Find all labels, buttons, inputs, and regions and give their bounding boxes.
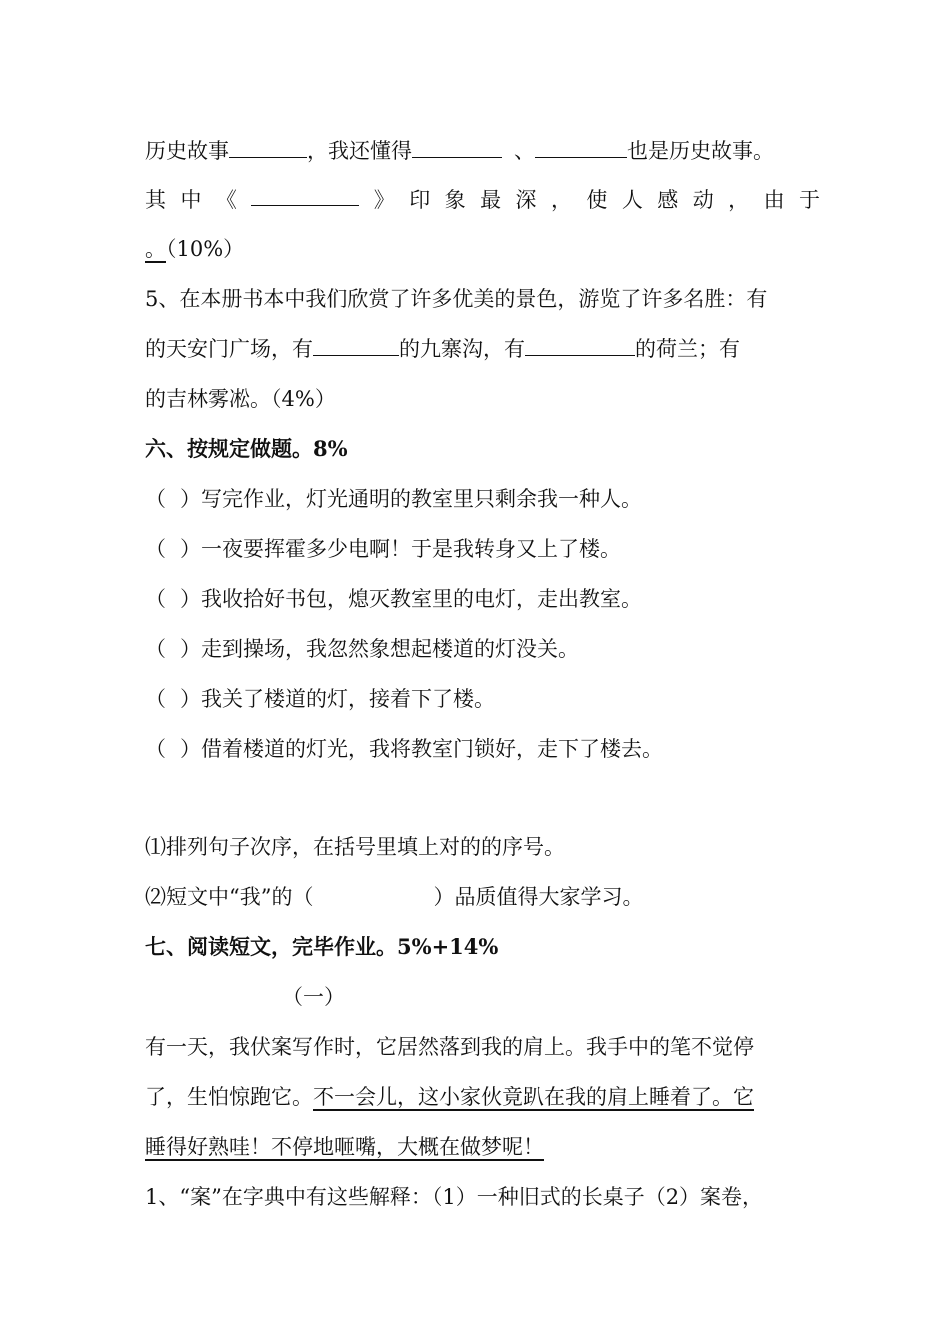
answer-blank[interactable] — [525, 335, 635, 356]
text: 了，生怕惊跑它。 — [145, 1085, 313, 1109]
order-item — [145, 634, 820, 664]
section-7-title: 七、阅读短文，完毕作业。5%+14% — [145, 934, 499, 959]
q4-line-2 — [145, 185, 820, 215]
text: 也是历史故事。 — [627, 139, 774, 163]
char: 深 — [515, 188, 537, 212]
char: 感 — [657, 188, 679, 212]
char: 动 — [692, 188, 714, 212]
char: 《 — [215, 188, 237, 212]
char: 印 — [409, 188, 431, 212]
underlined-sentence: 不一会儿，这小家伙竟趴在我的肩上睡着了。它 — [313, 1085, 754, 1109]
char: ， — [550, 188, 572, 212]
q4-line-3 — [145, 234, 820, 264]
q5-line-3: 的吉林雾凇。（4%） — [145, 387, 336, 411]
char: 中 — [180, 188, 202, 212]
char: 由 — [763, 188, 785, 212]
order-item — [145, 734, 820, 764]
q5-line-1: 5、在本册书本中我们欣赏了许多优美的景色，游览了许多名胜：有 — [145, 287, 768, 311]
text: 的九寨沟，有 — [399, 337, 525, 361]
char: ， — [728, 188, 750, 212]
paren-close: ） — [180, 537, 201, 561]
text: ⑵短文中“我”的（ — [145, 885, 314, 909]
item-text: 我关了楼道的灯，接着下了楼。 — [201, 687, 495, 711]
order-item — [145, 484, 820, 514]
paren-open: （ — [145, 537, 166, 561]
sub-question-2 — [145, 882, 820, 912]
underlined-period: 。 — [145, 237, 166, 261]
paren-close: ） — [180, 487, 201, 511]
q5-line-2 — [145, 334, 820, 364]
paren-close: ） — [180, 637, 201, 661]
order-paren[interactable] — [145, 534, 201, 564]
answer-blank[interactable] — [412, 137, 502, 158]
order-paren[interactable] — [145, 484, 201, 514]
paren-open: （ — [145, 487, 166, 511]
passage-line-1: 有一天，我伏案写作时，它居然落到我的肩上。我手中的笔不觉停 — [145, 1035, 754, 1059]
text: 、 — [514, 139, 535, 163]
item-text: 借着楼道的灯光，我将教室门锁好，走下了楼去。 — [201, 737, 663, 761]
answer-blank[interactable] — [229, 137, 307, 158]
item-text: 一夜要挥霍多少电啊！于是我转身又上了楼。 — [201, 537, 621, 561]
paren-open: （ — [145, 637, 166, 661]
q4-line-1 — [145, 136, 820, 166]
paren-open: （ — [145, 737, 166, 761]
paren-open: （ — [145, 587, 166, 611]
char: 象 — [444, 188, 466, 212]
order-item — [145, 684, 820, 714]
item-text: 走到操场，我忽然象想起楼道的灯没关。 — [201, 637, 579, 661]
char: 于 — [799, 188, 820, 212]
char: 使 — [586, 188, 608, 212]
paren-open: （ — [145, 687, 166, 711]
order-paren[interactable] — [145, 584, 201, 614]
passage-line-2 — [145, 1082, 820, 1112]
item-text: 写完作业，灯光通明的教室里只剩余我一种人。 — [201, 487, 642, 511]
text: ，我还懂得 — [307, 139, 412, 163]
char: 其 — [145, 188, 166, 212]
char: 》 — [373, 188, 395, 212]
order-paren[interactable] — [145, 684, 201, 714]
paren-close: ） — [180, 737, 201, 761]
score: （10%） — [166, 237, 245, 261]
text: 的天安门广场，有 — [145, 337, 313, 361]
answer-blank[interactable] — [535, 137, 627, 158]
order-paren[interactable] — [145, 634, 201, 664]
char: 最 — [480, 188, 502, 212]
sub-question-1: ⑴排列句子次序，在括号里填上对的的序号。 — [145, 835, 565, 859]
paren-close: ） — [180, 687, 201, 711]
item-text: 我收拾好书包，熄灭教室里的电灯，走出教室。 — [201, 587, 642, 611]
text: 的荷兰；有 — [635, 337, 740, 361]
answer-blank[interactable] — [251, 185, 359, 206]
text: ）品质值得大家学习。 — [433, 885, 644, 909]
answer-blank[interactable] — [313, 335, 399, 356]
passage-line-3: 睡得好熟哇！不停地咂嘴，大概在做梦呢！ — [145, 1135, 544, 1159]
question-1: 1、“案”在字典中有这些解释：（1）一种旧式的长桌子（2）案卷， — [145, 1185, 764, 1209]
text: 历史故事 — [145, 139, 229, 163]
order-item — [145, 584, 820, 614]
part-heading: （一） — [282, 985, 345, 1009]
char: 人 — [621, 188, 643, 212]
order-item — [145, 534, 820, 564]
order-paren[interactable] — [145, 734, 201, 764]
paren-close: ） — [180, 587, 201, 611]
section-6-title: 六、按规定做题。8% — [145, 436, 348, 461]
